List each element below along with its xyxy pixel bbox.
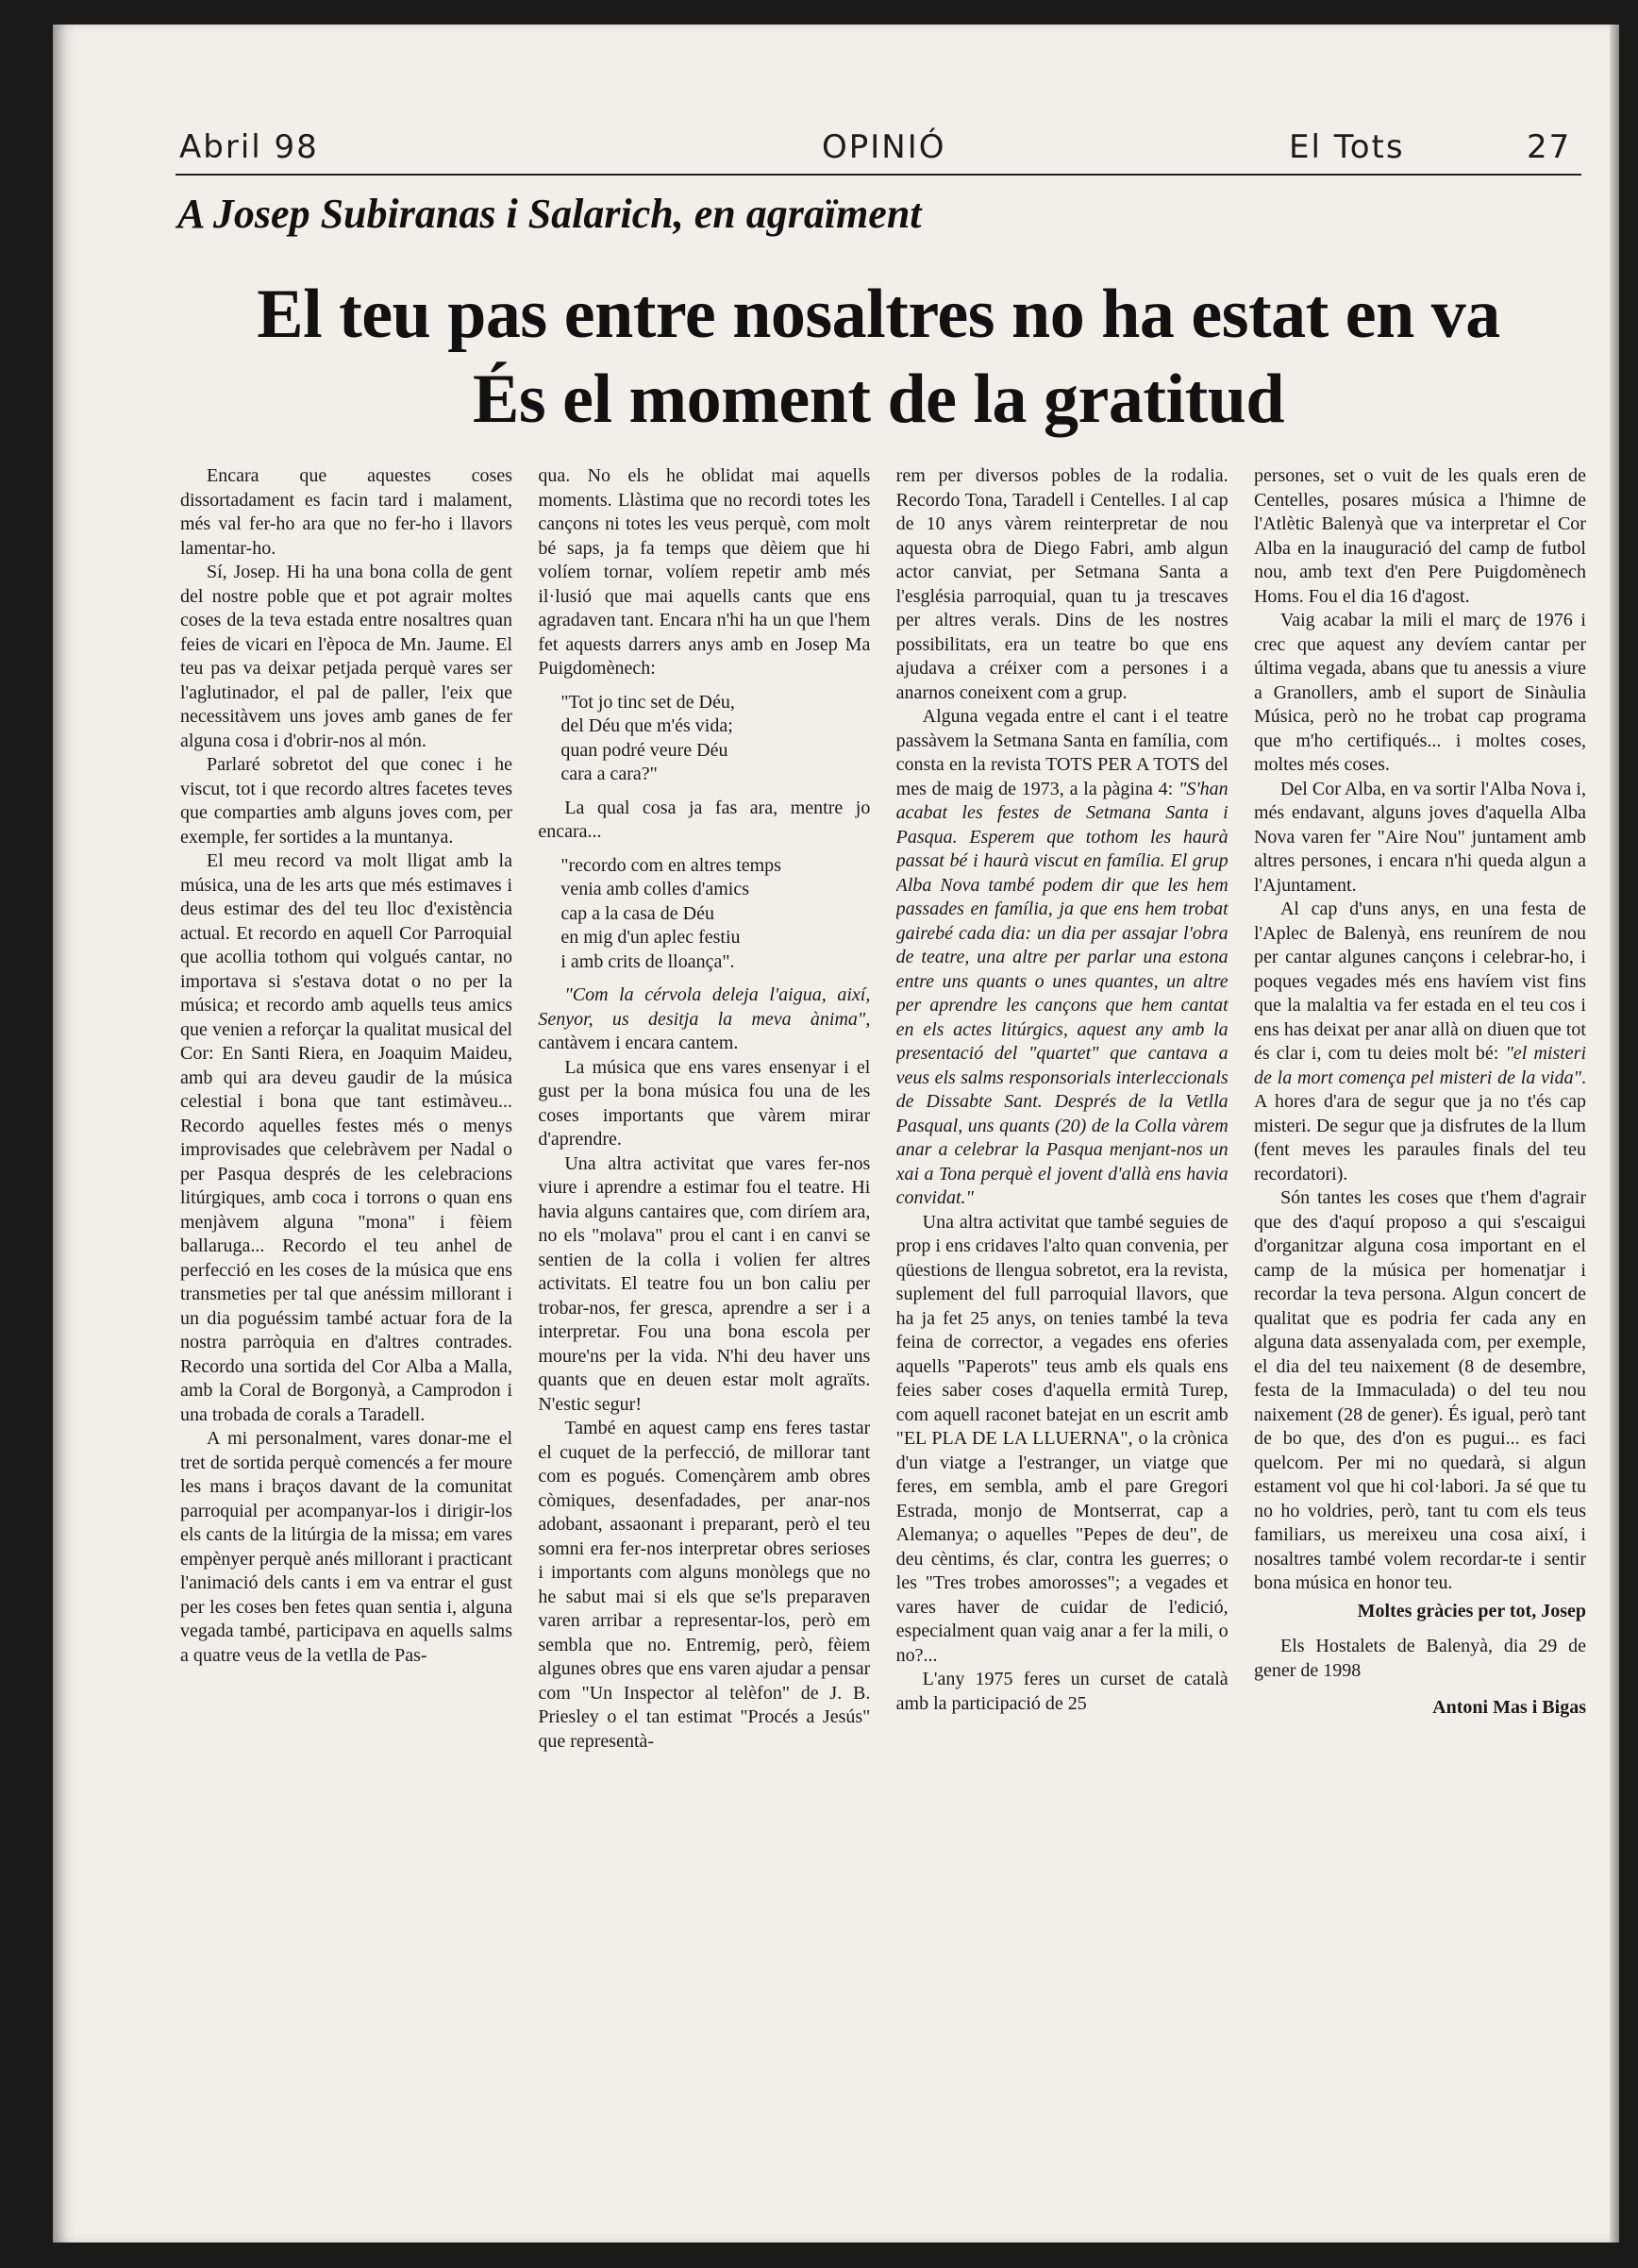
- verse-line: i amb crits de lloança".: [560, 950, 735, 972]
- magazine-page: [53, 25, 1610, 2243]
- paragraph: Encara que aquestes coses dissortadament es facin tard i malament, més val fer-ho ara que no fer-ho i llavors lamentar-ho.: [180, 465, 512, 559]
- page-number: 27: [1527, 128, 1572, 166]
- paragraph: qua. No els he oblidat mai aquells moments. Llàstima que no recordi totes les cançons ni totes les veus perquè, com molt bé saps, ja fa temps que dèiem que hi volíem tornar, volíem repetir amb més il·lusió que mai aquells cants que ens agradaven tant. Encara n'hi ha un que l'hem fet aquests darrers anys amb en Josep Ma Puigdomènech:: [538, 465, 871, 679]
- quote-italic: "el misteri de la mort comença pel misteri de la vida": [1253, 1043, 1586, 1088]
- page-edge: [1610, 25, 1619, 2243]
- paragraph: La qual cosa ja fas ara, mentre jo encara...: [538, 797, 871, 842]
- column-4: [1254, 464, 1586, 2163]
- paragraph: Una altra activitat que vares fer-nos viure i aprendre a estimar fou el teatre. Hi havia alguns cantaires que, com diríem ara, no els "molava" prou el cant i en canvi se sentien de la colla i volien fer altres activitats. El teatre fou un bon caliu per trobar-nos, fer gresca, aprendre a ser i a interpretar. Fou una bona escola per moure'ns per la vida. N'hi deu haver uns quants que en deuen estar molt agraïts. N'estic segur!: [538, 1152, 871, 1415]
- place-date: Els Hostalets de Balenyà, dia 29 de gener de 1998: [1253, 1636, 1586, 1681]
- closing-line: Moltes gràcies per tot, Josep: [1357, 1600, 1586, 1621]
- paragraph: [1254, 898, 1586, 1186]
- section-title: OPINIÓ: [822, 128, 946, 166]
- paragraph: persones, set o vuit de les quals eren de Centelles, posares música a l'himne de l'Atlètic Balenyà que va interpretar el Cor Alba en la inauguració del camp de futbol nou, amb text d'en Pere Puigdomènech Homs. Fou el dia 16 d'agost.: [1253, 465, 1586, 607]
- verse-line: quan podré veure Déu: [560, 739, 728, 761]
- issue-date: Abril 98: [179, 128, 319, 166]
- paragraph-lead: Al cap d'uns anys, en una festa de l'Aplec de Balenyà, ens reunírem de nou per cantar algunes cançons i celebrar-ho, i poques vegades més ens havíem vist fins que la malaltia va fer estada en el teu cos i ens has deixat per anar allà on diuen que tot és clar i, com tu deies molt bé:: [1253, 899, 1586, 1064]
- quote-italic: "Com la cérvola deleja l'aigua, així, Senyor, us desitja la meva ànima": [538, 984, 871, 1030]
- paragraph: La música que ens vares ensenyar i el gust per la bona música fou una de les coses importants que vàrem mirar d'aprendre.: [538, 1056, 871, 1150]
- magazine-name: El Tots: [1289, 128, 1405, 166]
- paragraph: Una altra activitat que també seguies de prop i ens cridaves l'alto quan convenia, per qüestions de llengua sobretot, era la revista, suplement del full parroquial llavors, que ha ja fet 25 anys, on tenies també la teva feina de corrector, a vegades ens oferies aquells "Paperots" teus amb els quals ens feies saber coses d'aquella ermità Turep, com aquell raconet batejat en un escrit amb "EL PLA DE LA LLUERNA", o la crònica d'un viatge a l'estranger, un viatge que feres, em sembla, amb el pare Gregori Estrada, monjo de Montserrat, cap a Alemanya; o aquelles "Pepes de deu", de deu cèntims, és clar, contra les guerres; o les "Tres trobes amorosses"; a vegades et vares haver de cuidar de l'edició, especialment quan vaig anar a fer la mili, o no?...: [895, 1211, 1228, 1666]
- verse-line: en mig d'un aplec festiu: [560, 927, 741, 948]
- paragraph: Sí, Josep. Hi ha una bona colla de gent del nostre poble que et pot agrair moltes coses de la teva estada entre nosaltres quan feies de vicari en l'època de Mn. Jaume. El teu pas va deixar petjada perquè vares ser l'aglutinador, el pal de paller, l'eix que necessitàvem uns joves amb ganes de fer alguna cosa i d'obrir-nos al món.: [180, 562, 512, 751]
- paragraph: També en aquest camp ens feres tastar el cuquet de la perfecció, de millorar tant com es pogués. Començàrem amb obres còmiques, desenfadades, per anar-nos adobant, assaonant i preparant, però el teu somni era fer-nos interpretar obres serioses i importants com alguns monòlegs que no he sabut mai si els que se'ls preparaven varen arribar a representar-los, però em sembla que no. Entremig, però, fèiem algunes obres que ens varen ajudar a pensar com "Un Inspector al telèfon" de J. B. Priesley o el tan estimat "Procés a Jesús" que representà-: [538, 1418, 871, 1752]
- paragraph: [896, 705, 1228, 1211]
- paragraph: El meu record va molt lligat amb la música, una de les arts que més estimaves i deus estimar des del teu lloc d'existència actual. Et recordo en aquell Cor Parroquial que acollia tothom qui volgués cantar, no importava si s'estava dotat o no per la música; et recordo amb aquells teus amics que venien a reforçar la qualitat musical del Cor: En Santi Riera, en Joaquim Maideu, amb qui ara deveu gaudir de la música celestial i bona que tant estimàveu... Recordo aquelles festes més o menys improvisades que celebràvem per Nadal o per Pasqua després de les celebracions litúrgiques, amb coca i torrons o quan ens menjàvem alguna "mona" i fèiem ballaruga... Recordo el teu anhel de perfecció en les coses de la música que ens transmeties per tal que anéssim millorant i un dia poguéssim també actuar fora de la nostra parròquia en d'altres contrades. Recordo una sortida del Cor Alba a Malla, amb la Coral de Borgonyà, a Camprodon i una trobada de corals a Taradell.: [180, 850, 512, 1425]
- paragraph: Parlaré sobretot del que conec i he viscut, tot i que recordo altres facetes teves que comparties amb alguns joves com, per exemple, fer sortides a la muntanya.: [180, 754, 512, 848]
- verse-line: del Déu que m'és vida;: [560, 715, 733, 736]
- page-header: [176, 126, 1581, 176]
- verse-line: "Tot jo tinc set de Déu,: [560, 691, 735, 713]
- paragraph: Del Cor Alba, en va sortir l'Alba Nova i, més endavant, alguns joves d'aquella Alba Nova varen fer "Aire Nou" juntament amb altres persones, i encara n'hi queda algun a l'Ajuntament.: [1253, 778, 1586, 896]
- paragraph: Vaig acabar la mili el març de 1976 i crec que aquest any devíem cantar per última vegada, abans que tu anessis a viure a Granollers, amb el suport de Sinàulia Música, però no he trobat cap programa que m'ho certifiqués... i moltes coses, moltes més coses.: [1253, 610, 1586, 775]
- paragraph: A mi personalment, vares donar-me el tret de sortida perquè comencés a fer moure les mans i braços davant de la comunitat parroquial per acompanyar-los i dirigir-los els cants de la litúrgia de la missa; em vares empènyer perquè anés millorant i practicant l'animació dels cants i em va entrar el gust per les coses ben fetes quan sentia i, alguna vegada també, participava en aquells salms a quatre veus de la vetlla de Pas-: [180, 1428, 512, 1666]
- song-verse-1: [560, 691, 870, 787]
- column-2: [538, 464, 870, 2163]
- article-headline: [147, 272, 1610, 442]
- verse-line: cara a cara?": [560, 764, 658, 784]
- author-signature: Antoni Mas i Bigas: [1432, 1697, 1586, 1718]
- verse-line: venia amb colles d'amics: [560, 879, 749, 899]
- quote-italic: "S'han acabat les festes de Setmana Santa i Pasqua. Esperem que tothom les haurà passat bé i haurà viscut en família. El grup Alba Nova també podem dir que les hem passades en família, ja que ens hem trobat gairebé cada dia: un dia per assajar l'obra de teatre, una altre per parlar una estona entre uns quants o unes quantes, un altre per aprendre les cançons que hem cantat en els actes litúrgics, aquest any amb la presentació del "quartet" que cantava a veus els salms responsorials interleccionals de Dissabte Sant. Després de la Vetlla Pasqual, uns quants (20) de la Colla vàrem anar a celebrar la Pasqua menjant-nos un xai a Tona perquè el jovent d'allà ens havia convidat.": [895, 778, 1228, 1208]
- paragraph-tail: . A hores d'ara de segur que ja no t'és cap misteri. De segur que ja disfrutes de la llum (fent meves les paraules finals del teu recordatori).: [1253, 1067, 1586, 1184]
- paragraph-lead: Alguna vegada entre el cant i el teatre passàvem la Setmana Santa en família, com consta en la revista TOTS PER A TOTS del mes de maig de 1973, a la pàgina 4:: [895, 706, 1228, 799]
- paragraph: Són tantes les coses que t'hem d'agrair que des d'aquí proposo a qui s'escaigui d'organitzar alguna cosa important en el camp de la música per homenatjar i recordar la teva persona. Algun concert de qualitat que es podria fer cada any en alguna data assenyalada com, per exemple, el dia del teu naixement (8 de desembre, festa de la Immaculada) o del teu nou naixement (28 de gener). És igual, però tant de bo que, des d'on es pugui... es faci quelcom. Per mi no quedarà, si algun estament vol que hi col·labori. Ja sé que tu no ho voldries, però, tant tu com els teus familiars, us mereixeu una cosa així, i nosaltres també volem recordar-te i sentir bona música en honor teu.: [1253, 1187, 1586, 1593]
- paragraph: rem per diversos pobles de la rodalia. Recordo Tona, Taradell i Centelles. I al cap de 10 anys vàrem reinterpretar de nou aquesta obra de Diego Fabri, amb algun actor canviat, per Setmana Santa a l'església parroquial, quan tu ja trescaves per altres verals. Dins de les nostres possibilitats, era un teatre bo que ens ajudava a créixer com a persones i a anarnos coneixent com a grup.: [895, 465, 1228, 703]
- paragraph: [538, 983, 870, 1056]
- headline-line-1: El teu pas entre nosaltres no ha estat en va: [257, 276, 1500, 353]
- headline-line-2: És el moment de la gratitud: [472, 361, 1285, 438]
- song-verse-2: [560, 854, 870, 975]
- article-kicker: A Josep Subiranas i Salarich, en agraïment: [177, 191, 922, 237]
- paragraph: L'any 1975 feres un curset de català amb la participació de 25: [895, 1669, 1228, 1714]
- column-1: [180, 464, 512, 2163]
- verse-line: "recordo com en altres temps: [560, 854, 781, 876]
- article-body: [180, 464, 1586, 2163]
- verse-line: cap a la casa de Déu: [560, 902, 715, 924]
- quote-tail: , cantàvem i encara cantem.: [538, 1008, 871, 1053]
- column-3: [896, 464, 1228, 2163]
